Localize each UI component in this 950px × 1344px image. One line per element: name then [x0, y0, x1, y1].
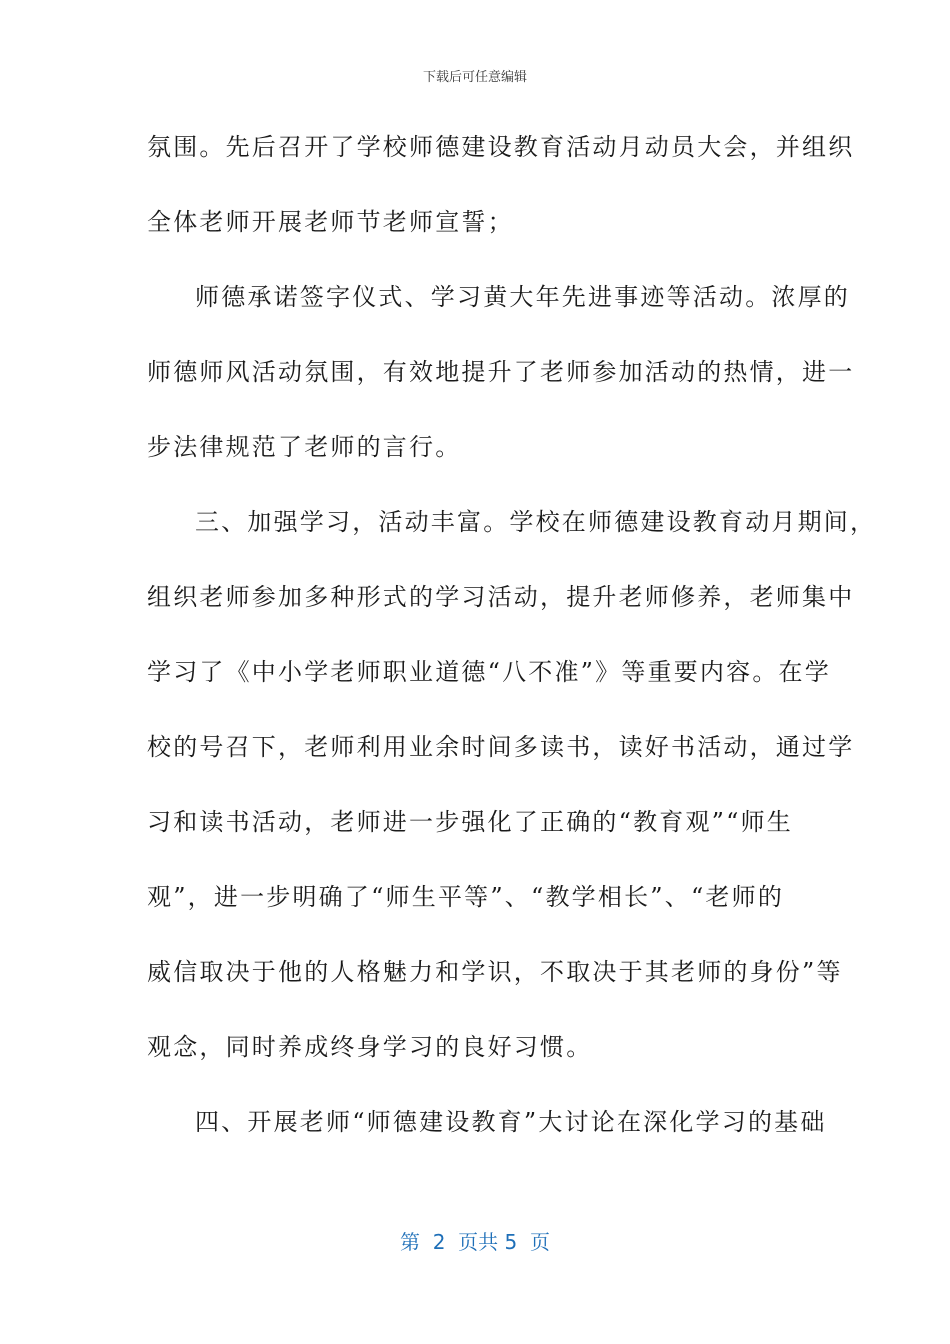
body-line: 学习了《中小学老师职业道德“八不准”》等重要内容。在学 — [147, 658, 831, 686]
body-line: 组织老师参加多种形式的学习活动，提升老师修养，老师集中 — [147, 583, 855, 611]
body-line: 威信取决于他的人格魅力和学识，不取决于其老师的身份”等 — [147, 958, 843, 986]
body-line: 观念，同时养成终身学习的良好习惯。 — [147, 1033, 593, 1061]
body-line: 观”，进一步明确了“师生平等”、“教学相长”、“老师的 — [147, 883, 785, 911]
body-line: 四、开展老师“师德建设教育”大讨论在深化学习的基础 — [195, 1108, 827, 1136]
body-line: 全体老师开展老师节老师宣誓； — [147, 208, 514, 236]
body-line: 三、加强学习，活动丰富。学校在师德建设教育动月期间， — [195, 508, 877, 536]
body-line: 步法律规范了老师的言行。 — [147, 433, 462, 461]
page-number-footer: 第 2 页共 5 页 — [400, 1230, 550, 1254]
body-line: 习和读书活动，老师进一步强化了正确的“教育观”“师生 — [147, 808, 794, 836]
header-note: 下载后可任意编辑 — [422, 70, 527, 85]
body-line: 师德承诺签字仪式、学习黄大年先进事迹等活动。浓厚的 — [195, 283, 850, 311]
body-line: 校的号召下，老师利用业余时间多读书，读好书活动，通过学 — [147, 733, 855, 761]
body-line: 师德师风活动氛围，有效地提升了老师参加活动的热情，进一 — [147, 358, 855, 386]
body-line: 氛围。先后召开了学校师德建设教育活动月动员大会，并组织 — [147, 133, 855, 161]
